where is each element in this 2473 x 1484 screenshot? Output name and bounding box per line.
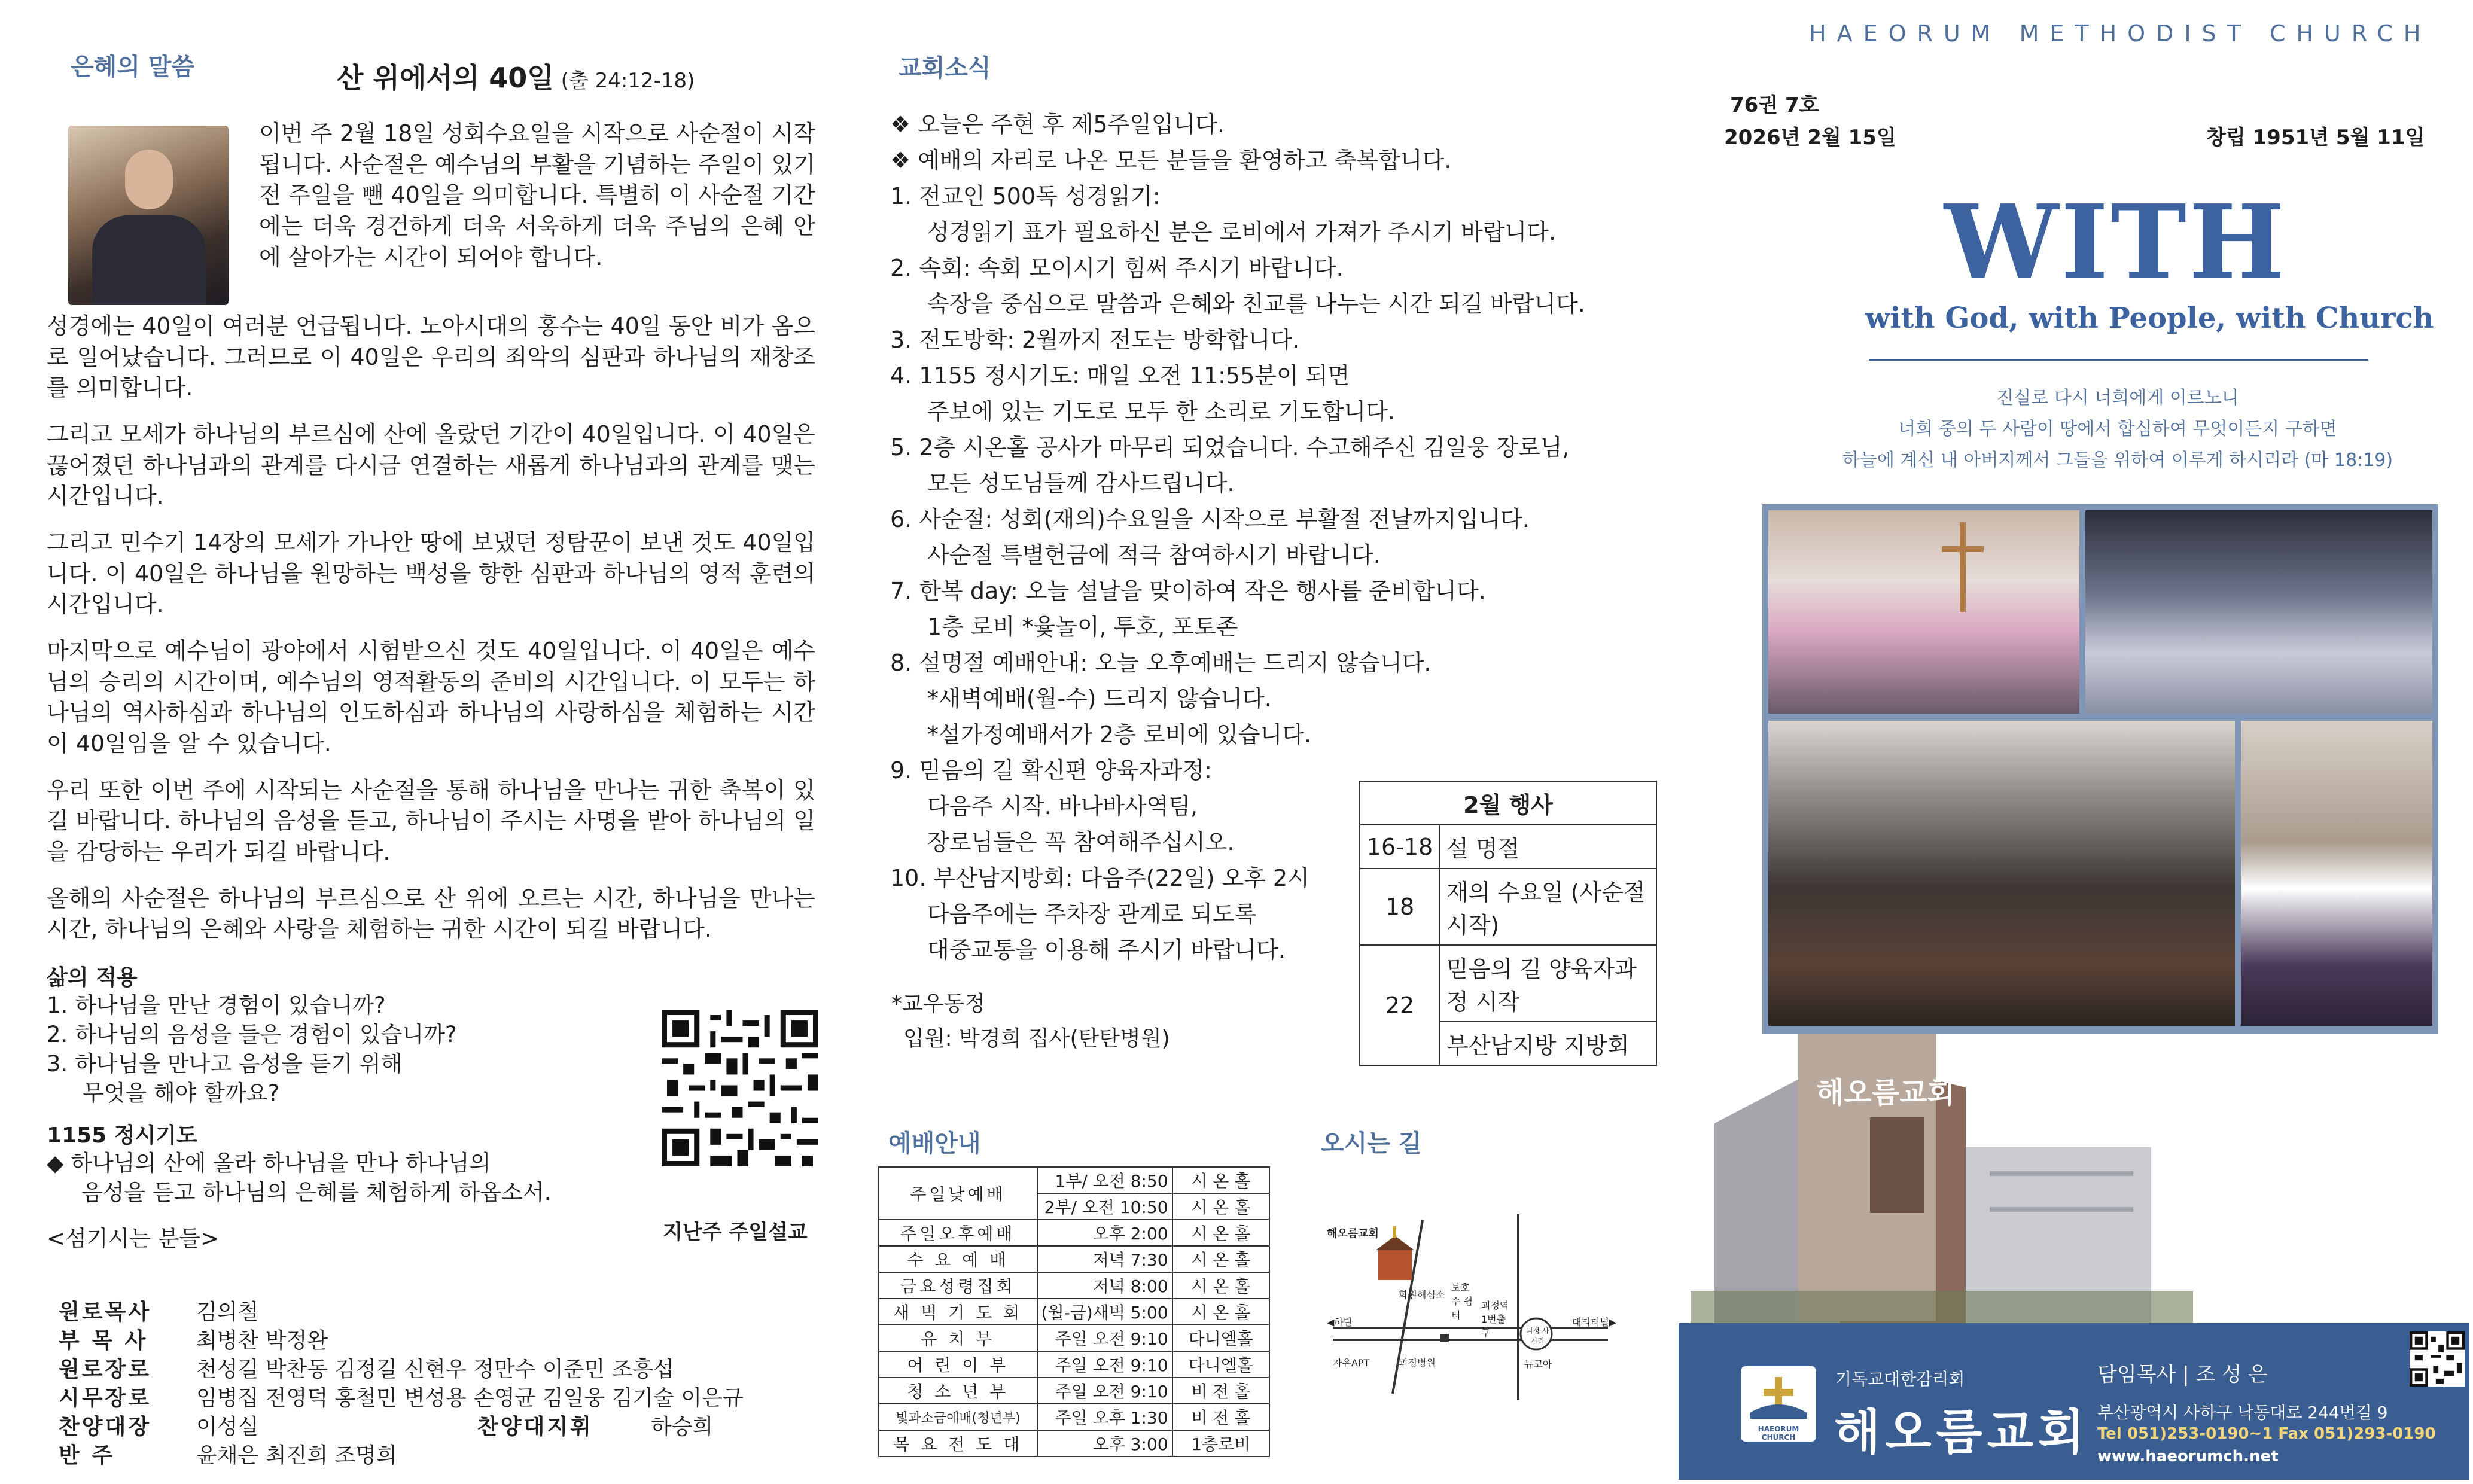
senior-pastor: 담임목사 | 조 성 은 xyxy=(2097,1363,2268,1387)
application-item: 무엇을 해야 할까요? xyxy=(83,1080,280,1106)
event-date: 22 xyxy=(1360,945,1440,1065)
application-item: 1. 하나님을 만난 경험이 있습니까? xyxy=(47,992,386,1019)
sermon-paragraph: 그리고 모세가 하나님의 부르심에 산에 올랐던 기간이 40일입니다. 이 40일은 끊어졌던 하나님과의 관계를 다시금 연결하는 새롭게 하나님과의 관계를 맺는 시간입니다. xyxy=(47,421,815,510)
officer-role: 반 주 xyxy=(59,1443,115,1468)
worship-row xyxy=(879,1404,1269,1430)
service-name: 어 린 이 부 xyxy=(879,1351,1037,1378)
worship-row xyxy=(879,1272,1269,1299)
officer-row xyxy=(59,1442,744,1470)
photo-collage xyxy=(1762,504,2438,1034)
event-name: 믿음의 길 양육자과정 시작 xyxy=(1440,945,1656,1022)
church-phones: Tel 051)253-0190~1 Fax 051)293-0190 xyxy=(2097,1425,2436,1443)
news-item: 장로님들은 꼭 참여해주십시오. xyxy=(927,829,1235,855)
qr-code-graphic xyxy=(2410,1331,2465,1387)
map-label: 대티터널▶ xyxy=(1572,1317,1617,1328)
officer-row xyxy=(59,1384,744,1413)
sermon-title-text: 산 위에서의 40일 xyxy=(337,62,554,94)
officer-role: 원로장로 xyxy=(59,1357,152,1382)
congregation-photo xyxy=(1768,721,2235,1026)
worship-row xyxy=(879,1220,1269,1246)
officer-row xyxy=(59,1327,744,1355)
map-label: 화원해심소 xyxy=(1399,1289,1445,1300)
officer-row xyxy=(59,1413,744,1442)
worship-row xyxy=(879,1167,1269,1193)
service-name: 주일오후예배 xyxy=(879,1220,1037,1246)
worship-row xyxy=(879,1378,1269,1404)
news-item: *설가정예배서가 2층 로비에 있습니다. xyxy=(927,721,1312,748)
news-item: ❖ 오늘은 주현 후 제5주일입니다. xyxy=(890,111,1225,138)
events-header: 2월 행사 xyxy=(1360,781,1656,825)
officer-row xyxy=(59,1298,744,1327)
worship-table xyxy=(878,1166,1270,1457)
news-item: 7. 한복 day: 오늘 설날을 맞이하여 작은 행사를 준비합니다. xyxy=(890,578,1486,604)
map-label: 보호수 쉼터 xyxy=(1451,1282,1473,1321)
visitor-text: 입원: 박경희 집사(탄탄병원) xyxy=(903,1026,1170,1051)
event-name: 설 명절 xyxy=(1440,825,1656,869)
church-logo xyxy=(1741,1366,1816,1442)
church-korean-name: 해오름교회 xyxy=(1834,1404,2090,1460)
prayer-title: 1155 정시기도 xyxy=(47,1123,197,1148)
worship-row xyxy=(879,1351,1269,1378)
officer-role: 부 목 사 xyxy=(59,1328,148,1353)
service-time: 저녁 8:00 xyxy=(1037,1272,1172,1299)
church-english-name: HAEORUM METHODIST CHURCH xyxy=(1809,20,2432,47)
service-name: 청 소 년 부 xyxy=(879,1378,1037,1404)
verse-line: 너희 중의 두 사람이 땅에서 합심하여 무엇이든지 구하면 xyxy=(1898,419,2337,440)
service-name: 목 요 전 도 대 xyxy=(879,1430,1037,1456)
service-time: 저녁 7:30 xyxy=(1037,1246,1172,1272)
news-item: 3. 전도방학: 2월까지 전도는 방학합니다. xyxy=(890,327,1300,353)
directions-title: 오시는 길 xyxy=(1321,1130,1422,1157)
map-label: 괴정역 1번출구 xyxy=(1481,1300,1509,1339)
service-name: 수 요 예 배 xyxy=(879,1246,1037,1272)
event-name: 재의 수요일 (사순절 시작) xyxy=(1440,869,1656,945)
footer-qr-code[interactable] xyxy=(2410,1331,2465,1387)
map-label: 자유APT xyxy=(1333,1357,1370,1369)
news-item: 4. 1155 정시기도: 매일 오전 11:55분이 되면 xyxy=(890,362,1350,389)
visitor-news xyxy=(891,987,1170,1056)
visitor-title: *교우동정 xyxy=(891,992,986,1016)
qr-code-graphic xyxy=(662,1010,818,1166)
scripture-verse xyxy=(1825,383,2411,476)
event-date: 18 xyxy=(1360,869,1440,945)
news-item: 2. 속회: 속회 모이시기 힘써 주시기 바랍니다. xyxy=(890,255,1344,281)
service-place: 시 온 홀 xyxy=(1172,1167,1269,1193)
pastor-suit-shape xyxy=(92,215,206,305)
officer-role: 찬양대지휘 xyxy=(477,1415,593,1439)
service-place: 비 전 홀 xyxy=(1172,1378,1269,1404)
service-name: 주일낮예배 xyxy=(879,1167,1037,1220)
officer-row xyxy=(59,1355,744,1384)
news-item: 속장을 중심으로 말씀과 은혜와 친교를 나누는 시간 되길 바랍니다. xyxy=(927,291,1585,317)
service-name: 금요성령집회 xyxy=(879,1272,1037,1299)
church-address: 부산광역시 사하구 낙동대로 244번길 9 xyxy=(2097,1403,2388,1422)
service-name: 빛과소금예배(청년부) xyxy=(879,1404,1037,1430)
directions-map xyxy=(1321,1202,1620,1412)
founded-date: 창립 1951년 5월 11일 xyxy=(2206,126,2425,150)
map-label: ◀하단 xyxy=(1327,1317,1353,1328)
events-table xyxy=(1359,781,1657,1066)
application-item: 3. 하나님을 만나고 음성을 듣기 위해 xyxy=(47,1050,403,1077)
service-time: 1부/ 오전 8:50 xyxy=(1037,1167,1172,1193)
news-item: *새벽예배(월-수) 드리지 않습니다. xyxy=(927,685,1272,712)
service-name: 새 벽 기 도 회 xyxy=(879,1299,1037,1325)
issue-volume: 76권 7호 xyxy=(1730,93,1819,117)
masthead-title: WITH xyxy=(1944,182,2288,302)
map-label-church: 해오름교회 xyxy=(1327,1227,1379,1240)
service-time: 2부/ 오전 10:50 xyxy=(1037,1193,1172,1220)
church-building-image xyxy=(1691,1034,2193,1339)
masthead-divider xyxy=(1869,359,2368,361)
service-time: (월-금)새벽 5:00 xyxy=(1037,1299,1172,1325)
news-item: ❖ 예배의 자리로 나온 모든 분들을 환영하고 축복합니다. xyxy=(890,147,1452,173)
worship-row xyxy=(879,1299,1269,1325)
church-footer xyxy=(1679,1323,2469,1480)
news-item: 다음주 시작. 바나바사역팀, xyxy=(927,793,1198,819)
sermon-reference: (출 24:12-18) xyxy=(561,69,695,93)
news-item: 모든 성도님들께 감사드립니다. xyxy=(927,470,1235,496)
sermon-paragraph: 올해의 사순절은 하나님의 부르심으로 산 위에 오르는 시간, 하나님을 만나는 시간, 하나님의 은혜와 사랑을 체험하는 귀한 시간이 되길 바랍니다. xyxy=(47,885,815,943)
prayer-line: 음성을 듣고 하나님의 은혜를 체험하게 하옵소서. xyxy=(81,1180,552,1206)
building-sign: 해오름교회 xyxy=(1816,1076,1955,1110)
officer-names: 하승희 xyxy=(651,1415,714,1439)
service-time: 오후 3:00 xyxy=(1037,1430,1172,1456)
map-label: 괴정 사거리 xyxy=(1525,1327,1549,1345)
event-name: 부산남지방 지방회 xyxy=(1440,1022,1656,1065)
service-time: 주일 오전 9:10 xyxy=(1037,1378,1172,1404)
news-item: 5. 2층 시온홀 공사가 마무리 되었습니다. 수고해주신 김일웅 장로님, xyxy=(890,434,1570,461)
service-time: 주일 오전 9:10 xyxy=(1037,1325,1172,1351)
qr-caption: 지난주 주일설교 xyxy=(663,1220,808,1244)
service-name: 유 치 부 xyxy=(879,1325,1037,1351)
verse-line: 하늘에 계신 내 아버지께서 그들을 위하여 이루게 하시리라 (마 18:19) xyxy=(1842,450,2393,471)
worship-row xyxy=(879,1430,1269,1456)
service-place: 시 온 홀 xyxy=(1172,1272,1269,1299)
news-item: 대중교통을 이용해 주시기 바랍니다. xyxy=(927,937,1286,963)
application-item: 2. 하나님의 음성을 들은 경험이 있습니까? xyxy=(47,1021,457,1047)
service-time: 주일 오전 9:10 xyxy=(1037,1351,1172,1378)
worship-title: 예배안내 xyxy=(888,1130,981,1157)
news-item: 성경읽기 표가 필요하신 분은 로비에서 가져가 주시기 바랍니다. xyxy=(927,219,1557,245)
officer-names: 최병찬 박정완 xyxy=(196,1328,328,1353)
church-website[interactable]: www.haeorumch.net xyxy=(2097,1448,2279,1465)
sermon-paragraph: 성경에는 40일이 여러분 언급됩니다. 노아시대의 홍수는 40일 동안 비가 옴으로 일어났습니다. 그러므로 이 40일은 우리의 죄악의 심판과 하나님의 재창조를 의미합니다. xyxy=(47,313,815,401)
officers-list xyxy=(59,1298,744,1470)
service-place: 시 온 홀 xyxy=(1172,1299,1269,1325)
officer-names: 천성길 박찬동 김정길 신현우 정만수 이준민 조흥섭 xyxy=(196,1357,674,1382)
service-place: 다니엘홀 xyxy=(1172,1325,1269,1351)
sermon-intro: 이번 주 2월 18일 성회수요일을 시작으로 사순절이 시작됩니다. 사순절은 예수님의 부활을 기념하는 주일이 있기 전 주일을 뺀 40일을 의미합니다. 특별히 이 사순절 기간에는 더욱 경건하게 더욱 서욱하게 더욱 주님의 은혜 안에 살아가는 시간이 되어야 합니다. xyxy=(259,120,815,270)
sermon-qr-code[interactable] xyxy=(662,1010,818,1166)
event-date: 16-18 xyxy=(1360,825,1440,869)
news-title: 교회소식 xyxy=(899,54,991,82)
section-label-sermon: 은혜의 말씀 xyxy=(71,53,195,81)
service-place: 시 온 홀 xyxy=(1172,1246,1269,1272)
masthead-subtitle: with God, with People, with Church xyxy=(1865,301,2434,335)
news-item: 사순절 특별헌금에 적극 참여하시기 바랍니다. xyxy=(927,542,1381,568)
map-label: 뉴코아 xyxy=(1524,1358,1552,1370)
worship-hall-photo xyxy=(2085,510,2432,714)
choir-photo xyxy=(1768,510,2079,714)
service-place: 비 전 홀 xyxy=(1172,1404,1269,1430)
news-item: 10. 부산남지방회: 다음주(22일) 오후 2시 xyxy=(890,865,1309,891)
officer-names: 이성실 xyxy=(196,1415,259,1439)
pastor-head-shape xyxy=(125,150,173,209)
news-item: 1층 로비 *윷놀이, 투호, 포토존 xyxy=(927,614,1238,640)
service-place: 1층로비 xyxy=(1172,1430,1269,1456)
service-place: 다니엘홀 xyxy=(1172,1351,1269,1378)
service-place: 시 온 홀 xyxy=(1172,1220,1269,1246)
service-place: 시 온 홀 xyxy=(1172,1193,1269,1220)
worship-row xyxy=(879,1325,1269,1351)
officer-names: 윤채은 최진희 조명희 xyxy=(196,1443,397,1468)
officer-role: 찬양대장 xyxy=(59,1415,152,1439)
news-item: 8. 설명절 예배안내: 오늘 오후예배는 드리지 않습니다. xyxy=(890,650,1432,676)
sermon-paragraph: 우리 또한 이번 주에 시작되는 사순절을 통해 하나님을 만나는 귀한 축복이 있길 바랍니다. 하나님의 음성을 듣고, 하나님이 주시는 사명을 받아 하나님의 일을 감당하는 우리가 되길 바랍니다. xyxy=(47,776,815,866)
logo-caption: HAEORUM CHURCH xyxy=(1758,1425,1799,1442)
preacher-photo xyxy=(2241,721,2432,1026)
sermon-paragraph: 그리고 민수기 14장의 모세가 가나안 땅에 보냈던 정탐꾼이 보낸 것도 40일입니다. 이 40일은 하나님을 원망하는 백성을 향한 심판과 하나님의 영적 훈련의 시간입니다. xyxy=(47,529,815,618)
sermon-title xyxy=(337,56,695,96)
news-item: 다음주에는 주차장 관계로 되도록 xyxy=(927,901,1257,927)
denomination: 기독교대한감리회 xyxy=(1835,1369,1965,1389)
service-time: 오후 2:00 xyxy=(1037,1220,1172,1246)
officer-names: 임병집 전영덕 홍철민 변성용 손영균 김일웅 김기술 이은규 xyxy=(196,1386,744,1410)
officer-names: 김의철 xyxy=(196,1300,259,1324)
servants-title: <섬기시는 분들> xyxy=(47,1226,220,1252)
issue-date: 2026년 2월 15일 xyxy=(1724,126,1896,150)
news-item: 6. 사순절: 성회(재의)수요일을 시작으로 부활절 전날까지입니다. xyxy=(890,506,1530,532)
news-item: 주보에 있는 기도로 모두 한 소리로 기도합니다. xyxy=(927,398,1396,425)
prayer-line: ◆ 하나님의 산에 올라 하나님을 만나 하나님의 xyxy=(47,1150,491,1177)
officer-role: 원로목사 xyxy=(59,1300,152,1324)
news-item: 1. 전교인 500독 성경읽기: xyxy=(890,183,1161,209)
map-label: 괴정병원 xyxy=(1399,1357,1436,1369)
application-title: 삶의 적용 xyxy=(47,965,138,991)
verse-line: 진실로 다시 너희에게 이르노니 xyxy=(1996,388,2239,409)
worship-row xyxy=(879,1246,1269,1272)
service-time: 주일 오후 1:30 xyxy=(1037,1404,1172,1430)
pastor-photo xyxy=(68,126,229,305)
sermon-paragraph: 마지막으로 예수님이 광야에서 시험받으신 것도 40일입니다. 이 40일은 예수님의 승리의 시간이며, 예수님의 영적활동의 준비의 시간입니다. 이 모두는 하나님의 역사하심과 하나님의 인도하심과 하나님의 사랑하심을 체험하는 시간이 40일임을 알 수 있습니다. xyxy=(47,638,815,757)
officer-role: 시무장로 xyxy=(59,1386,152,1410)
news-item: 9. 믿음의 길 확신편 양육자과정: xyxy=(890,757,1212,784)
